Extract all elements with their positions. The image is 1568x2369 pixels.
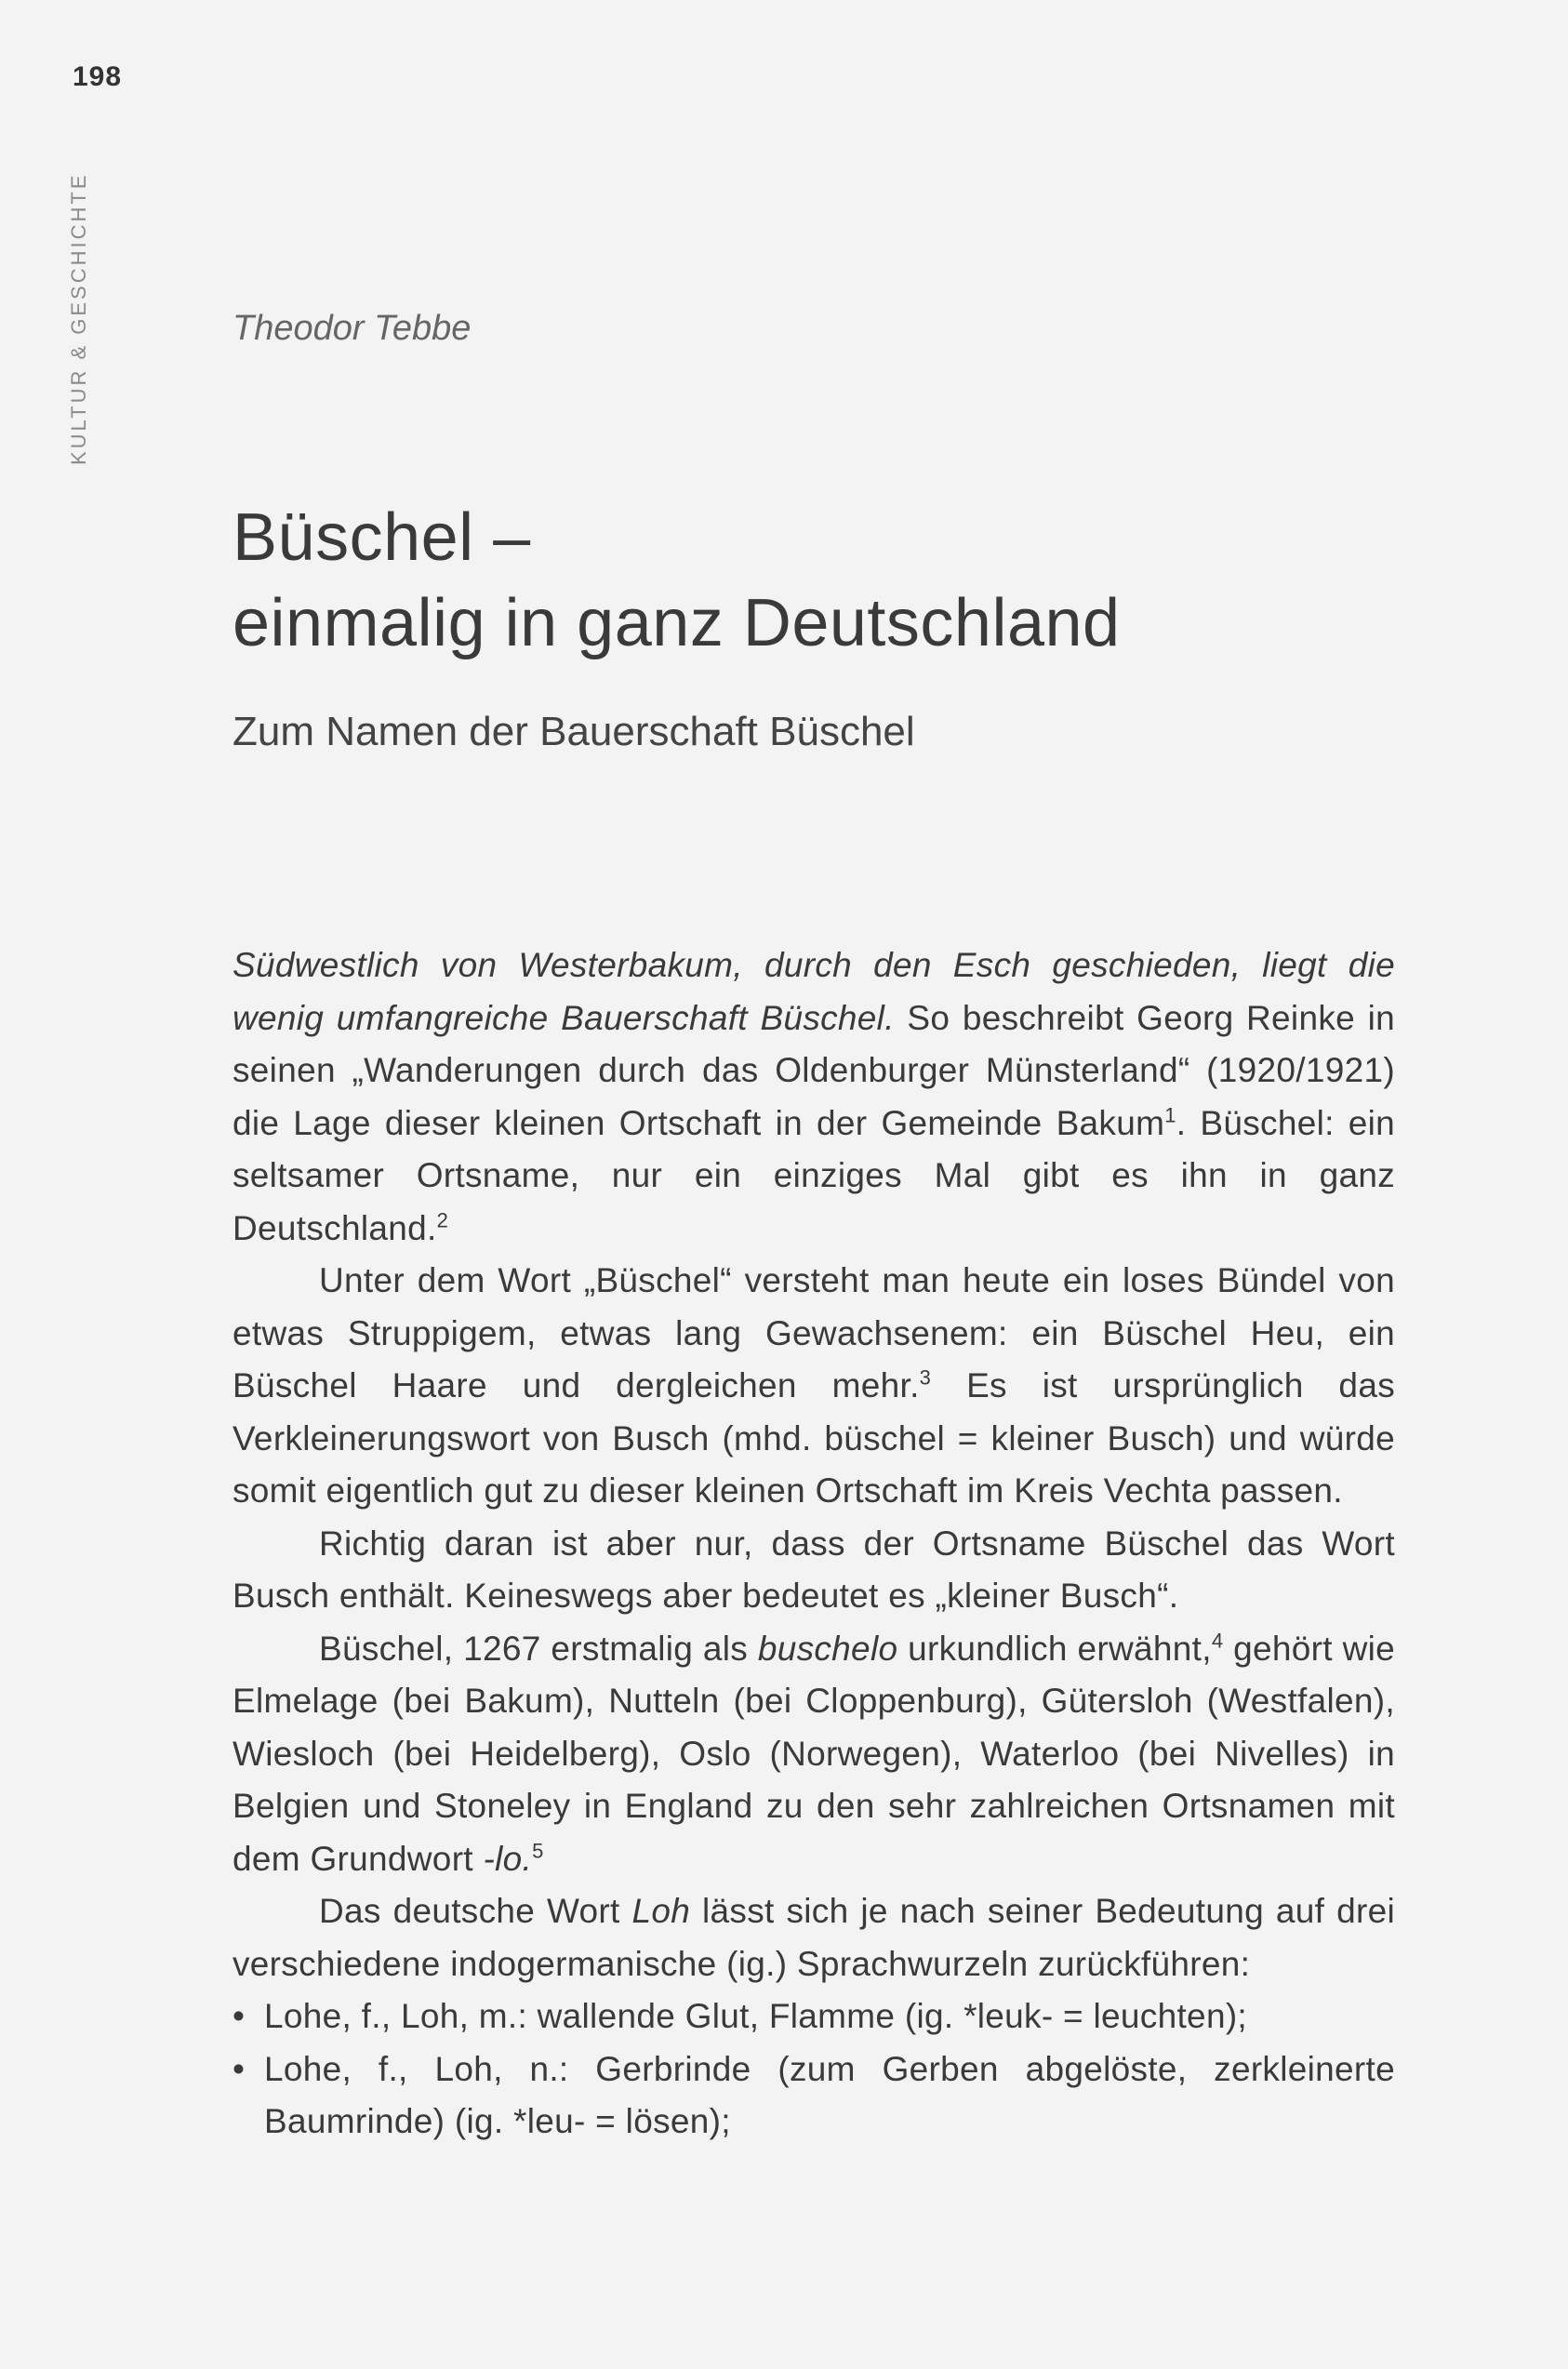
list-item: • Lohe, f., Loh, m.: wallende Glut, Flamme (ig. *leuk- = leuchten); — [233, 1990, 1395, 2043]
intro-italic: Südwestlich von Westerbakum, durch den Esch geschieden, liegt die wenig umfangreiche Bauerschaft Büschel. — [233, 946, 1395, 1037]
footnote-ref-4: 4 — [1211, 1629, 1224, 1653]
paragraph-1 — [233, 939, 1395, 1255]
paragraph-text: So beschreibt Georg Reinke in seinen „Wanderungen durch das Oldenburger Münsterland“ (1920/1921) die Lage dieser kleinen Ortschaft in der Gemeinde Bakum — [233, 998, 1395, 1142]
paragraph-text: Es ist ursprünglich das Verkleinerungswort von Busch (mhd. büschel = kleiner Busch) und würde somit eigentlich gut zu dieser kleinen Ortschaft im Kreis Vechta passen. — [233, 1366, 1395, 1510]
section-label: KULTUR & GESCHICHTE — [67, 172, 90, 465]
footnote-ref-3: 3 — [919, 1365, 932, 1390]
italic-word: buschelo — [757, 1629, 898, 1668]
paragraph-text: Unter dem Wort „Büschel“ versteht man heute ein loses Bündel von etwas Struppigem, etwas lang Gewachsenem: ein Büschel Heu, ein Büschel Haare und dergleichen mehr. — [233, 1261, 1395, 1404]
footnote-ref-2: 2 — [436, 1208, 449, 1232]
paragraph-text: gehört wie Elmelage (bei Bakum), Nutteln (bei Cloppenburg), Gütersloh (Westfalen), Wiesloch (bei Heidelberg), Oslo (Norwegen), Waterloo (bei Nivelles) in Belgien und Stoneley in England zu den sehr zahlreichen Ortsnamen mit dem Grundwort — [233, 1629, 1395, 1878]
paragraph-text: Das deutsche Wort — [319, 1892, 632, 1930]
paragraph-4 — [233, 1623, 1395, 1886]
author: Theodor Tebbe — [233, 309, 472, 348]
paragraph-text: Büschel, 1267 erstmalig als — [319, 1629, 758, 1668]
title-line-2: einmalig in ganz Deutschland — [233, 586, 1121, 660]
list-item: • Lohe, f., Loh, n.: Gerbrinde (zum Gerben abgelöste, zerkleinerte Baumrinde) (ig. *leu- = lösen); — [233, 2043, 1395, 2149]
article-title — [233, 495, 1121, 666]
title-line-1: Büschel – — [233, 500, 531, 575]
paragraph-5 — [233, 1885, 1395, 1990]
subtitle: Zum Namen der Bauerschaft Büschel — [233, 709, 915, 754]
paragraph-text: urkundlich erwähnt, — [897, 1629, 1212, 1668]
footnote-ref-1: 1 — [1164, 1103, 1176, 1127]
footnote-ref-5: 5 — [532, 1839, 544, 1863]
bullet-list — [233, 1990, 1395, 2149]
italic-suffix: -lo. — [483, 1839, 533, 1878]
paragraph-2 — [233, 1255, 1395, 1518]
page-number: 198 — [73, 61, 123, 92]
italic-word: Loh — [631, 1892, 691, 1930]
paragraph-3: Richtig daran ist aber nur, dass der Ortsname Büschel das Wort Busch enthält. Keineswegs aber bedeutet es „kleiner Busch“. — [233, 1524, 1395, 1615]
paragraph-text: lässt sich je nach seiner Bedeutung auf drei verschiedene indogermanische (ig.) Sprachwurzeln zurückführen: — [233, 1892, 1395, 1983]
paragraph-text: . Büschel: ein seltsamer Ortsname, nur ein einziges Mal gibt es ihn in ganz Deutschland. — [233, 1103, 1395, 1247]
body-text — [233, 939, 1395, 2149]
